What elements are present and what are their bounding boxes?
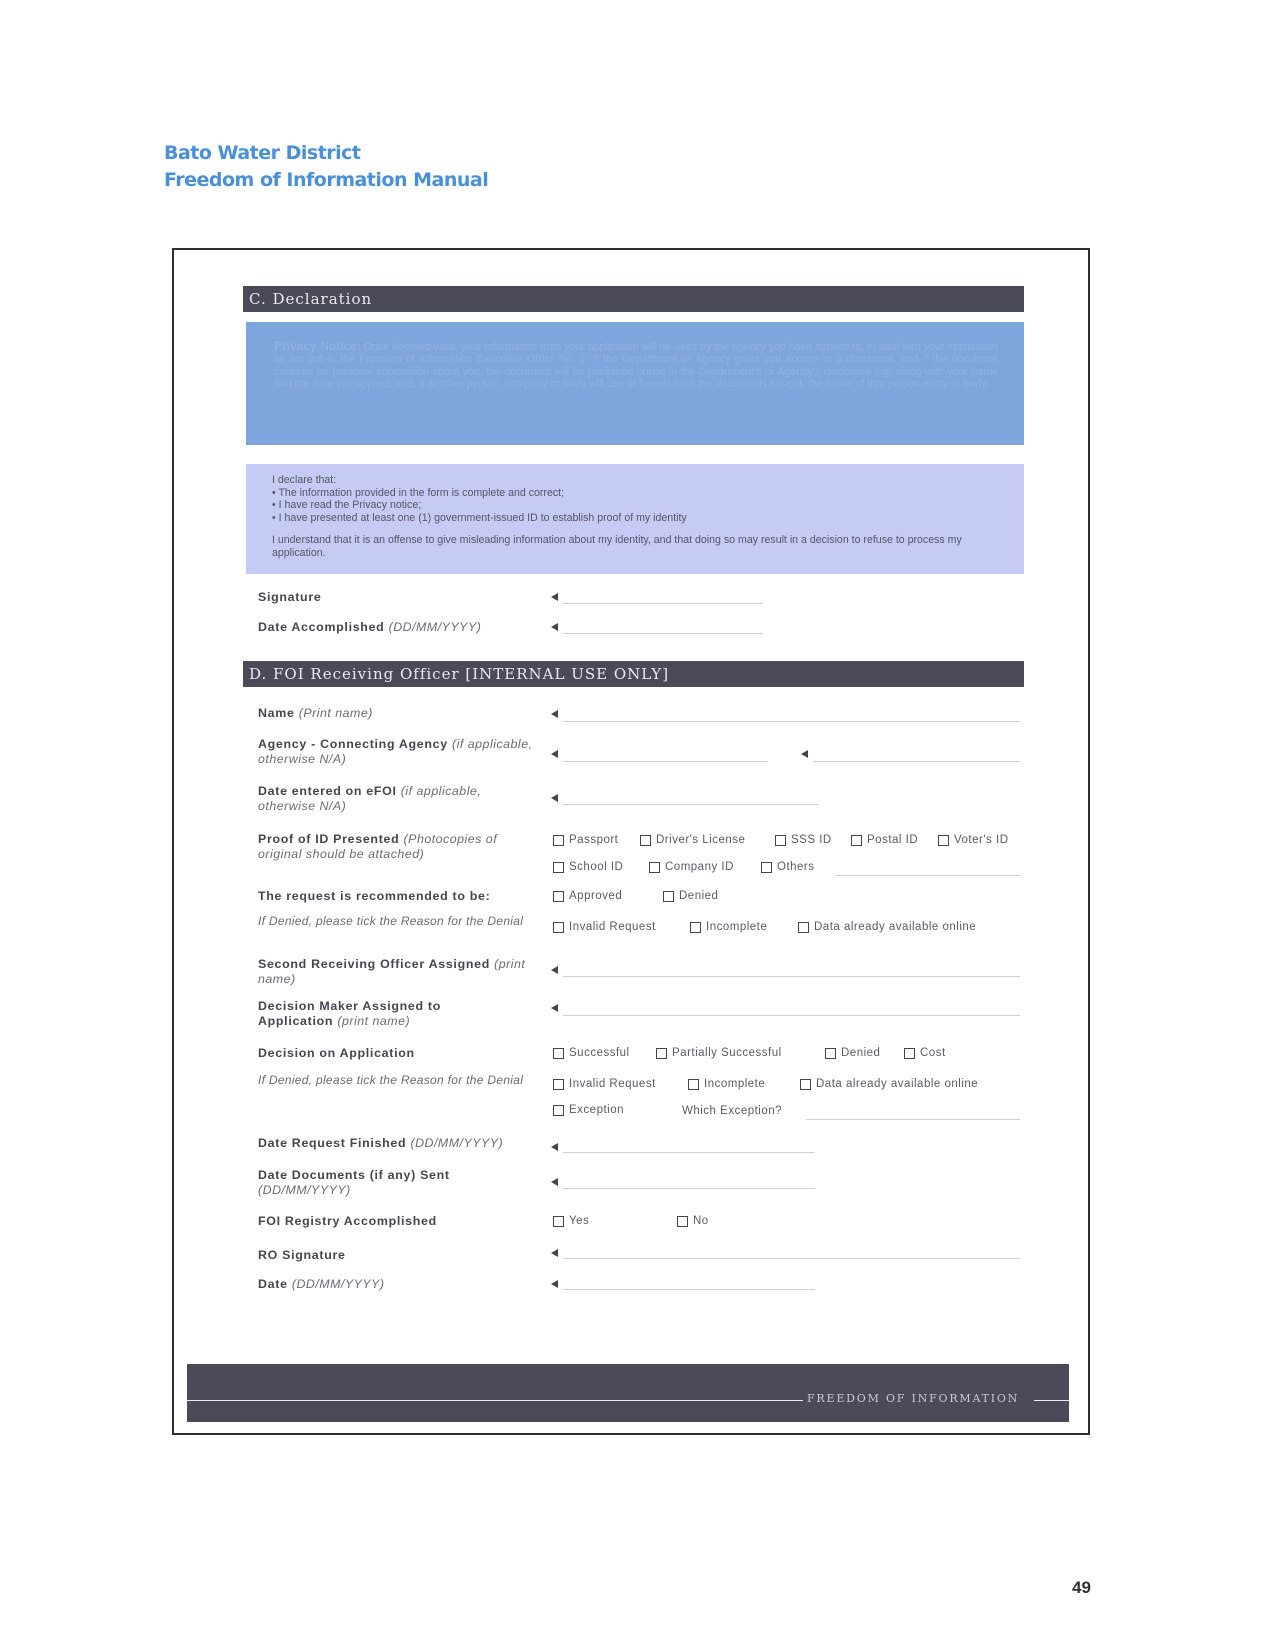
- signature-label: Signature: [258, 590, 322, 604]
- decision-denied-checkbox[interactable]: Denied: [825, 1047, 880, 1059]
- voters-id-checkbox[interactable]: Voter's ID: [938, 834, 1009, 846]
- ro-signature-field[interactable]: [563, 1258, 1020, 1259]
- efoi-date-label: Date entered on eFOI (if applicable, otherwise N/A): [258, 784, 482, 813]
- which-exception-label: Which Exception?: [682, 1105, 783, 1117]
- postal-id-checkbox[interactable]: Postal ID: [851, 834, 918, 846]
- passport-checkbox[interactable]: Passport: [553, 834, 618, 846]
- agency-label: Agency - Connecting Agency (if applicable, otherwise N/A): [258, 737, 533, 766]
- denied-checkbox[interactable]: Denied: [663, 890, 718, 902]
- page-number: 49: [1072, 1578, 1091, 1597]
- which-exception-field[interactable]: [806, 1119, 1020, 1120]
- decision-maker-field[interactable]: [563, 1015, 1020, 1016]
- footer-text: FREEDOM OF INFORMATION: [807, 1392, 1020, 1405]
- registry-no-checkbox[interactable]: No: [677, 1215, 709, 1227]
- name-field[interactable]: [563, 721, 1020, 722]
- docs-sent-field[interactable]: [563, 1188, 815, 1189]
- arrow-left-icon: [551, 1249, 558, 1257]
- sss-id-checkbox[interactable]: SSS ID: [775, 834, 832, 846]
- approved-checkbox[interactable]: Approved: [553, 890, 622, 902]
- arrow-left-icon: [551, 1004, 558, 1012]
- document-header: [164, 140, 488, 194]
- date-accomplished-label: Date Accomplished (DD/MM/YYYY): [258, 620, 482, 634]
- decision-invalid-request-checkbox[interactable]: Invalid Request: [553, 1078, 656, 1090]
- date-label: Date (DD/MM/YYYY): [258, 1277, 385, 1291]
- others-field[interactable]: [836, 875, 1020, 876]
- declaration-item: • The information provided in the form is complete and correct;: [272, 486, 565, 499]
- second-officer-label: Second Receiving Officer Assigned (print name): [258, 957, 526, 986]
- declaration-intro: I declare that:: [272, 474, 337, 486]
- arrow-left-icon: [551, 966, 558, 974]
- arrow-left-icon: [551, 794, 558, 802]
- drivers-license-checkbox[interactable]: Driver's License: [640, 834, 745, 846]
- header-organization: Bato Water District: [164, 142, 361, 164]
- denial-reason-hint: If Denied, please tick the Reason for the Denial: [258, 914, 524, 928]
- registry-yes-checkbox[interactable]: Yes: [553, 1215, 589, 1227]
- signature-field[interactable]: [563, 603, 763, 604]
- agency-field[interactable]: [563, 761, 768, 762]
- others-checkbox[interactable]: Others: [761, 861, 815, 873]
- section-d-title: D. FOI Receiving Officer [INTERNAL USE ONLY]: [243, 661, 1024, 687]
- footer-rule: [1034, 1400, 1069, 1401]
- date-finished-field[interactable]: [563, 1152, 815, 1153]
- declaration-understanding: I understand that it is an offense to give misleading information about my identity, and that doing so may result in a decision to refuse to process my application.: [272, 534, 962, 559]
- invalid-request-checkbox[interactable]: Invalid Request: [553, 921, 656, 933]
- decision-maker-label: Decision Maker Assigned to Application (print name): [258, 999, 441, 1028]
- arrow-left-icon: [551, 1178, 558, 1186]
- arrow-left-icon: [551, 710, 558, 718]
- date-accomplished-field[interactable]: [563, 633, 763, 634]
- exception-checkbox[interactable]: Exception: [553, 1104, 624, 1116]
- second-officer-field[interactable]: [563, 976, 1020, 977]
- proof-of-id-label: Proof of ID Presented (Photocopies of original should be attached): [258, 832, 498, 861]
- arrow-left-icon: [801, 750, 808, 758]
- privacy-notice: [246, 322, 1024, 445]
- date-field[interactable]: [563, 1289, 815, 1290]
- connecting-agency-field[interactable]: [813, 761, 1020, 762]
- header-manual-title: Freedom of Information Manual: [164, 169, 489, 191]
- recommendation-label: The request is recommended to be:: [258, 889, 491, 903]
- privacy-notice-title: Privacy Notice:: [274, 339, 361, 353]
- decision-label: Decision on Application: [258, 1046, 415, 1060]
- arrow-left-icon: [551, 750, 558, 758]
- section-c-title: C. Declaration: [243, 286, 1024, 312]
- company-id-checkbox[interactable]: Company ID: [649, 861, 734, 873]
- arrow-left-icon: [551, 1143, 558, 1151]
- footer-rule: [187, 1400, 803, 1401]
- declaration-item: • I have read the Privacy notice;: [272, 499, 422, 512]
- arrow-left-icon: [551, 623, 558, 631]
- data-available-online-checkbox[interactable]: Data already available online: [798, 921, 976, 933]
- school-id-checkbox[interactable]: School ID: [553, 861, 623, 873]
- ro-signature-label: RO Signature: [258, 1248, 346, 1262]
- decision-data-available-online-checkbox[interactable]: Data already available online: [800, 1078, 978, 1090]
- docs-sent-label: Date Documents (if any) Sent (DD/MM/YYYY): [258, 1168, 450, 1197]
- partially-successful-checkbox[interactable]: Partially Successful: [656, 1047, 782, 1059]
- efoi-date-field[interactable]: [563, 804, 818, 805]
- declaration-box: [246, 464, 1024, 574]
- date-finished-label: Date Request Finished (DD/MM/YYYY): [258, 1136, 504, 1150]
- incomplete-checkbox[interactable]: Incomplete: [690, 921, 767, 933]
- cost-checkbox[interactable]: Cost: [904, 1047, 946, 1059]
- decision-denial-reason-hint: If Denied, please tick the Reason for the Denial: [258, 1073, 524, 1087]
- name-label: Name (Print name): [258, 706, 373, 720]
- decision-incomplete-checkbox[interactable]: Incomplete: [688, 1078, 765, 1090]
- privacy-notice-text: Once deemed valid, your information from your application will be used by the agency you have applied to, to deal with your application as set out in the Freedom of Information Executive Order No. 2. If the Department or Agency gives you access to a document, and if the document contains no personal information about you, the document will be published online in the Department's or Agency's disclosure log, along with your name and the date you applied, and, if another person, company or body will use or benefit from the documents sought, the name of that person,entity or body.: [274, 341, 998, 391]
- successful-checkbox[interactable]: Successful: [553, 1047, 630, 1059]
- arrow-left-icon: [551, 593, 558, 601]
- declaration-item: • I have presented at least one (1) government-issued ID to establish proof of my identity: [272, 511, 687, 524]
- arrow-left-icon: [551, 1280, 558, 1288]
- foi-registry-label: FOI Registry Accomplished: [258, 1214, 437, 1228]
